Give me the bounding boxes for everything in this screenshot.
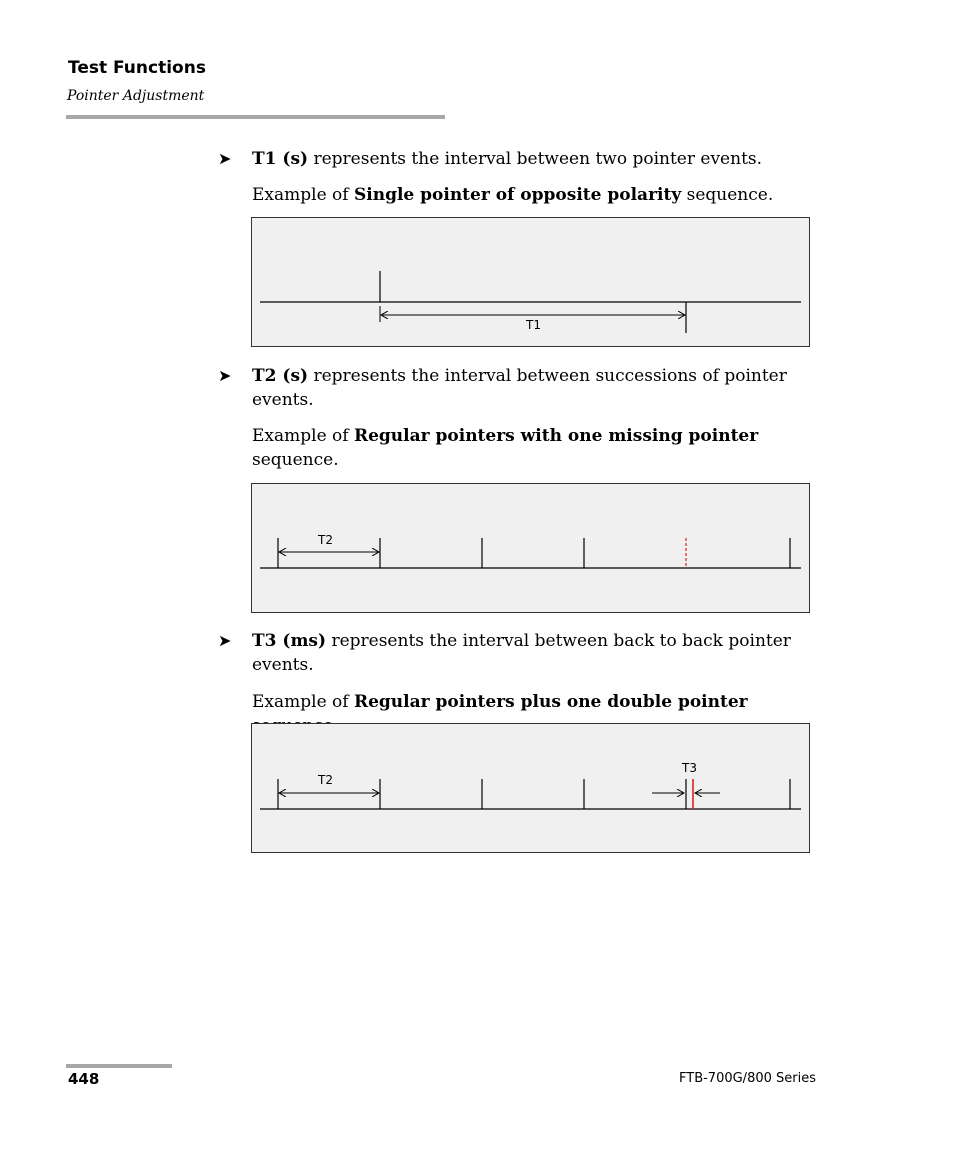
example-name: Single pointer of opposite polarity: [353, 185, 682, 205]
bullet-text: [252, 629, 812, 677]
example-suffix: sequence.: [252, 450, 339, 470]
figure-regular-pointers-double: [251, 723, 810, 853]
t2-label: T2: [318, 773, 333, 787]
bullet-text: [252, 147, 812, 171]
example-suffix: sequence.: [681, 185, 774, 205]
example-line-2: [252, 424, 832, 472]
figure-single-pointer-opposite-polarity: [251, 217, 810, 347]
example-prefix: Example of: [252, 692, 354, 712]
example-name: Regular pointers with one missing pointer: [353, 426, 759, 446]
example-prefix: Example of: [252, 426, 354, 446]
t1-label: T1: [526, 318, 541, 332]
term-desc: represents the interval between two pointer events.: [308, 149, 763, 169]
bullet-arrow-icon: ➤: [218, 149, 232, 168]
t3-label: T3: [682, 761, 697, 775]
term-t1: T1 (s): [252, 149, 309, 169]
section-subtitle: Pointer Adjustment: [67, 88, 205, 104]
product-series: FTB-700G/800 Series: [679, 1071, 816, 1086]
term-t3: T3 (ms): [252, 631, 327, 651]
page-number: 448: [68, 1070, 100, 1088]
example-prefix: Example of: [252, 185, 354, 205]
t2-label: T2: [318, 533, 333, 547]
header-rule: [66, 115, 445, 119]
section-title: Test Functions: [68, 58, 206, 78]
figure-svg: [252, 484, 809, 612]
figure-svg: [252, 724, 809, 854]
bullet-arrow-icon: ➤: [218, 366, 232, 385]
footer-rule: [66, 1064, 172, 1068]
term-desc: represents the interval between back to back pointer events.: [252, 631, 791, 675]
figure-regular-pointers-missing: [251, 483, 810, 613]
term-t2: T2 (s): [252, 366, 309, 386]
figure-svg: [252, 218, 809, 346]
bullet-arrow-icon: ➤: [218, 631, 232, 650]
example-name: Regular pointers plus one double pointer: [353, 692, 748, 712]
bullet-text: [252, 364, 812, 412]
term-desc: represents the interval between successions of pointer events.: [252, 366, 787, 410]
example-line-1: [252, 183, 832, 207]
